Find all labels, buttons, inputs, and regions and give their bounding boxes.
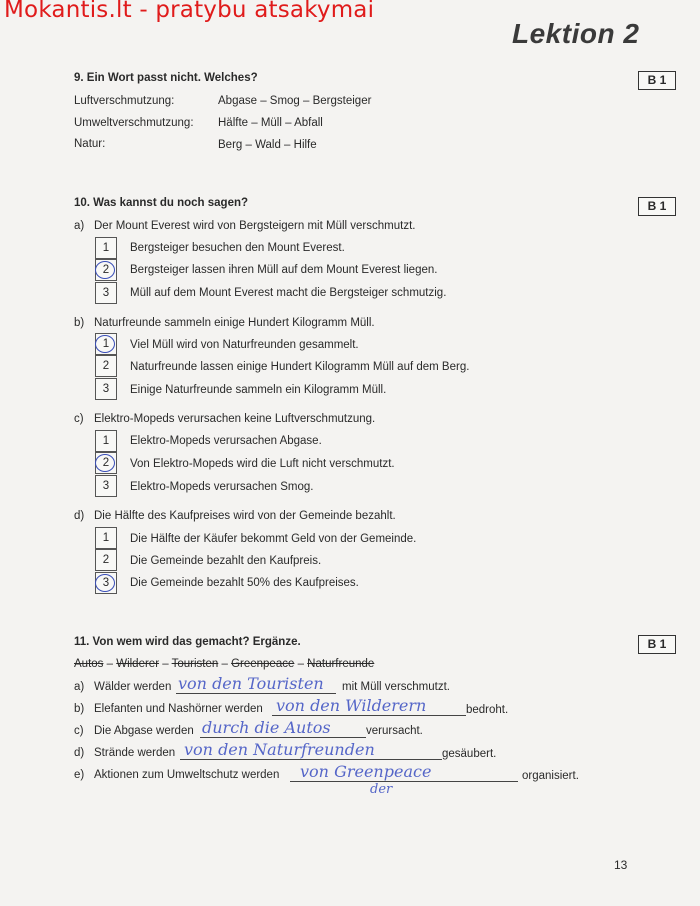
option-number-box[interactable]: 1 xyxy=(95,333,117,355)
exercise-11-title: 11. Von wem wird das gemacht? Ergänze. xyxy=(74,636,301,648)
ex10-statement: Die Hälfte des Kaufpreises wird von der Gemeinde bezahlt. xyxy=(94,510,396,522)
answer-circle-mark xyxy=(95,261,115,279)
answer-line xyxy=(272,715,466,716)
watermark-text: Mokantis.lt - pratybu atsakymai xyxy=(4,0,375,23)
ex11-letter: c) xyxy=(74,725,84,737)
handwritten-answer[interactable]: von den Touristen xyxy=(178,674,324,693)
option-number-box[interactable]: 1 xyxy=(95,237,117,259)
option-number-box[interactable]: 2 xyxy=(95,259,117,281)
word-bank-item: Naturfreunde xyxy=(307,658,375,670)
option-text: Bergsteiger lassen ihren Müll auf dem Mount Everest liegen. xyxy=(130,264,438,276)
option-text: Elektro-Mopeds verursachen Smog. xyxy=(130,481,314,493)
ex9-row-words: Berg – Wald – Hilfe xyxy=(218,139,317,151)
ex11-sentence-start: Elefanten und Nashörner werden xyxy=(94,703,263,715)
level-badge-11: B 1 xyxy=(638,635,676,654)
option-text: Die Gemeinde bezahlt den Kaufpreis. xyxy=(130,555,322,567)
ex11-sentence-end: verursacht. xyxy=(366,725,423,737)
ex11-letter: a) xyxy=(74,681,85,693)
ex11-sentence-start: Strände werden xyxy=(94,747,176,759)
answer-circle-mark xyxy=(95,335,115,353)
word-bank-item: Autos xyxy=(74,658,104,670)
option-text: Elektro-Mopeds verursachen Abgase. xyxy=(130,435,322,447)
option-text: Die Gemeinde bezahlt 50% des Kaufpreises. xyxy=(130,577,359,589)
ex10-statement: Elektro-Mopeds verursachen keine Luftverschmutzung. xyxy=(94,413,376,425)
handwritten-answer[interactable]: von den Wilderern xyxy=(276,696,427,715)
option-number-box[interactable]: 1 xyxy=(95,430,117,452)
word-bank-item: Wilderer xyxy=(116,658,160,670)
handwritten-note: der xyxy=(370,782,393,797)
ex10-letter: c) xyxy=(74,413,84,425)
word-bank-separator: – xyxy=(103,658,117,670)
word-bank-item: Touristen xyxy=(171,658,219,670)
ex9-row-words: Hälfte – Müll – Abfall xyxy=(218,117,323,129)
ex9-row-label: Umweltverschmutzung: xyxy=(74,117,194,129)
answer-circle-mark xyxy=(95,574,115,592)
option-number-box[interactable]: 3 xyxy=(95,475,117,497)
ex9-row-label: Luftverschmutzung: xyxy=(74,95,175,107)
ex11-sentence-end: organisiert. xyxy=(522,770,579,782)
option-text: Naturfreunde lassen einige Hundert Kilogramm Müll auf dem Berg. xyxy=(130,361,470,373)
option-text: Einige Naturfreunde sammeln ein Kilogramm Müll. xyxy=(130,384,387,396)
ex11-sentence-start: Die Abgase werden xyxy=(94,725,194,737)
ex11-letter: d) xyxy=(74,747,85,759)
page-number: 13 xyxy=(614,858,628,872)
exercise-9-title: 9. Ein Wort passt nicht. Welches? xyxy=(74,72,258,84)
level-badge-10: B 1 xyxy=(638,197,676,216)
ex11-sentence-start: Wälder werden xyxy=(94,681,172,693)
option-text: Die Hälfte der Käufer bekommt Geld von der Gemeinde. xyxy=(130,533,417,545)
exercise-10-title: 10. Was kannst du noch sagen? xyxy=(74,197,249,209)
ex11-letter: b) xyxy=(74,703,85,715)
ex9-row-label: Natur: xyxy=(74,138,106,150)
word-bank-separator: – xyxy=(159,658,172,670)
answer-line xyxy=(176,693,336,694)
ex11-sentence-start: Aktionen zum Umweltschutz werden xyxy=(94,769,280,781)
lektion-heading: Lektion 2 xyxy=(512,18,640,49)
ex10-letter: b) xyxy=(74,317,85,329)
word-bank-separator: – xyxy=(294,658,308,670)
ex11-sentence-end: mit Müll verschmutzt. xyxy=(342,681,450,693)
handwritten-answer[interactable]: durch die Autos xyxy=(202,718,331,737)
option-text: Von Elektro-Mopeds wird die Luft nicht verschmutzt. xyxy=(130,458,395,470)
option-text: Müll auf dem Mount Everest macht die Bergsteiger schmutzig. xyxy=(130,287,447,299)
ex11-sentence-end: gesäubert. xyxy=(442,748,497,760)
ex10-statement: Naturfreunde sammeln einige Hundert Kilogramm Müll. xyxy=(94,317,375,329)
option-number-box[interactable]: 1 xyxy=(95,527,117,549)
option-number-box[interactable]: 2 xyxy=(95,355,117,377)
option-number-box[interactable]: 2 xyxy=(95,452,117,474)
word-bank-item: Greenpeace xyxy=(231,658,295,670)
handwritten-answer[interactable]: von den Naturfreunden xyxy=(184,740,375,759)
option-text: Bergsteiger besuchen den Mount Everest. xyxy=(130,242,345,254)
word-bank xyxy=(74,658,374,670)
option-text: Viel Müll wird von Naturfreunden gesammelt. xyxy=(130,339,359,351)
answer-line xyxy=(180,759,442,760)
answer-line xyxy=(290,781,518,782)
answer-line xyxy=(200,737,366,738)
word-bank-separator: – xyxy=(218,658,232,670)
ex11-letter: e) xyxy=(74,769,85,781)
option-number-box[interactable]: 2 xyxy=(95,549,117,571)
ex11-sentence-end: bedroht. xyxy=(466,704,509,716)
ex10-statement: Der Mount Everest wird von Bergsteigern mit Müll verschmutzt. xyxy=(94,220,416,232)
handwritten-answer[interactable]: von Greenpeace xyxy=(300,762,432,781)
answer-circle-mark xyxy=(95,454,115,472)
ex10-letter: a) xyxy=(74,220,85,232)
option-number-box[interactable]: 3 xyxy=(95,378,117,400)
option-number-box[interactable]: 3 xyxy=(95,282,117,304)
level-badge-9: B 1 xyxy=(638,71,676,90)
ex10-letter: d) xyxy=(74,510,85,522)
ex9-row-words: Abgase – Smog – Bergsteiger xyxy=(218,95,372,107)
option-number-box[interactable]: 3 xyxy=(95,572,117,594)
